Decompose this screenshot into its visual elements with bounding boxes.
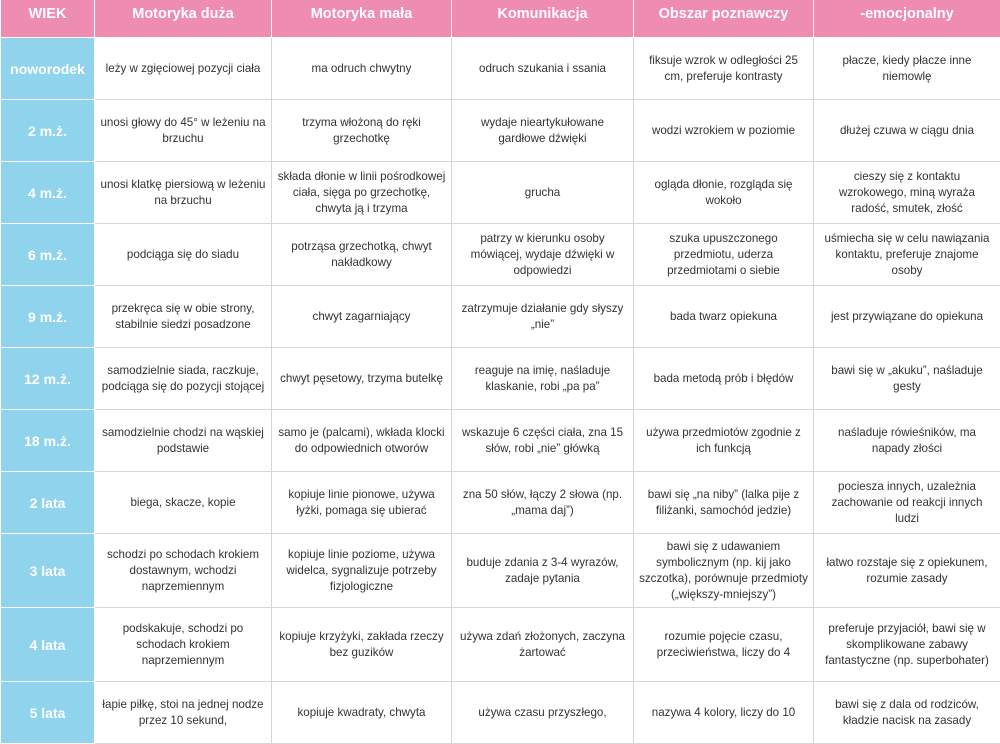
table-row (1, 608, 1000, 682)
header-communication: Komunikacja (452, 0, 634, 38)
fine-motor-cell: potrząsa grzechotką, chwyt nakładkowy (272, 224, 452, 286)
age-cell: 5 lata (1, 682, 95, 744)
cognitive-cell: bawi się „na niby” (lalka pije z filiżanki, samochód jedzie) (634, 472, 814, 534)
cognitive-cell: wodzi wzrokiem w poziomie (634, 100, 814, 162)
socio-emotional-cell: łatwo rozstaje się z opiekunem, rozumie zasady (814, 534, 1000, 608)
cognitive-cell: używa przedmiotów zgodnie z ich funkcją (634, 410, 814, 472)
table-row (1, 286, 1000, 348)
table-row (1, 162, 1000, 224)
cognitive-cell: rozumie pojęcie czasu, przeciwieństwa, liczy do 4 (634, 608, 814, 682)
communication-cell: używa zdań złożonych, zaczyna żartować (452, 608, 634, 682)
fine-motor-cell: składa dłonie w linii pośrodkowej ciała, sięga po grzechotkę, chwyta ją i trzyma (272, 162, 452, 224)
communication-cell: używa czasu przyszłego, (452, 682, 634, 744)
fine-motor-cell: ma odruch chwytny (272, 38, 452, 100)
gross-motor-cell: schodzi po schodach krokiem dostawnym, wchodzi naprzemiennym (95, 534, 272, 608)
gross-motor-cell: biega, skacze, kopie (95, 472, 272, 534)
age-cell: noworodek (1, 38, 95, 100)
socio-emotional-cell: uśmiecha się w celu nawiązania kontaktu, preferuje znajome osoby (814, 224, 1000, 286)
gross-motor-cell: samodzielnie chodzi na wąskiej podstawie (95, 410, 272, 472)
cognitive-cell: nazywa 4 kolory, liczy do 10 (634, 682, 814, 744)
socio-emotional-cell: płacze, kiedy płacze inne niemowlę (814, 38, 1000, 100)
gross-motor-cell: unosi klatkę piersiową w leżeniu na brzuchu (95, 162, 272, 224)
age-cell: 18 m.ż. (1, 410, 95, 472)
communication-cell: buduje zdania z 3-4 wyrazów, zadaje pytania (452, 534, 634, 608)
table-row (1, 38, 1000, 100)
age-cell: 12 m.ż. (1, 348, 95, 410)
cognitive-cell: fiksuje wzrok w odległości 25 cm, preferuje kontrasty (634, 38, 814, 100)
table-row (1, 100, 1000, 162)
fine-motor-cell: samo je (palcami), wkłada klocki do odpowiednich otworów (272, 410, 452, 472)
fine-motor-cell: kopiuje kwadraty, chwyta (272, 682, 452, 744)
fine-motor-cell: kopiuje linie poziome, używa widelca, sygnalizuje potrzeby fizjologiczne (272, 534, 452, 608)
socio-emotional-cell: cieszy się z kontaktu wzrokowego, miną wyraża radość, smutek, złość (814, 162, 1000, 224)
header-row (1, 0, 1000, 38)
communication-cell: odruch szukania i ssania (452, 38, 634, 100)
age-cell: 2 lata (1, 472, 95, 534)
gross-motor-cell: podciąga się do siadu (95, 224, 272, 286)
fine-motor-cell: chwyt pęsetowy, trzyma butelkę (272, 348, 452, 410)
socio-emotional-cell: jest przywiązane do opiekuna (814, 286, 1000, 348)
socio-emotional-cell: pociesza innych, uzależnia zachowanie od reakcji innych ludzi (814, 472, 1000, 534)
table-row (1, 472, 1000, 534)
gross-motor-cell: samodzielnie siada, raczkuje, podciąga się do pozycji stojącej (95, 348, 272, 410)
cognitive-cell: bawi się z udawaniem symbolicznym (np. kij jako szczotka), porównuje przedmioty („większy-mniejszy”) (634, 534, 814, 608)
age-cell: 4 lata (1, 608, 95, 682)
cognitive-cell: ogląda dłonie, rozgląda się wokoło (634, 162, 814, 224)
header-gross-motor: Motoryka duża (95, 0, 272, 38)
cognitive-cell: szuka upuszczonego przedmiotu, uderza przedmiotami o siebie (634, 224, 814, 286)
communication-cell: wydaje nieartykułowane gardłowe dźwięki (452, 100, 634, 162)
socio-emotional-cell: dłużej czuwa w ciągu dnia (814, 100, 1000, 162)
gross-motor-cell: łapie piłkę, stoi na jednej nodze przez 10 sekund, (95, 682, 272, 744)
gross-motor-cell: przekręca się w obie strony, stabilnie siedzi posadzone (95, 286, 272, 348)
fine-motor-cell: trzyma włożoną do ręki grzechotkę (272, 100, 452, 162)
communication-cell: grucha (452, 162, 634, 224)
socio-emotional-cell: bawi się w „akuku”, naśladuje gesty (814, 348, 1000, 410)
socio-emotional-cell: naśladuje rówieśników, ma napady złości (814, 410, 1000, 472)
fine-motor-cell: kopiuje linie pionowe, używa łyżki, pomaga się ubierać (272, 472, 452, 534)
fine-motor-cell: chwyt zagarniający (272, 286, 452, 348)
age-cell: 2 m.ż. (1, 100, 95, 162)
age-cell: 4 m.ż. (1, 162, 95, 224)
age-cell: 3 lata (1, 534, 95, 608)
gross-motor-cell: podskakuje, schodzi po schodach krokiem naprzemiennym (95, 608, 272, 682)
header-fine-motor: Motoryka mała (272, 0, 452, 38)
table-row (1, 224, 1000, 286)
gross-motor-cell: unosi głowy do 45° w leżeniu na brzuchu (95, 100, 272, 162)
table-row (1, 534, 1000, 608)
header-cognitive: Obszar poznawczy (634, 0, 814, 38)
age-cell: 9 m.ż. (1, 286, 95, 348)
gross-motor-cell: leży w zgięciowej pozycji ciała (95, 38, 272, 100)
header-age: WIEK (1, 0, 95, 38)
fine-motor-cell: kopiuje krzyżyki, zakłada rzeczy bez guzików (272, 608, 452, 682)
socio-emotional-cell: preferuje przyjaciół, bawi się w skomplikowane zabawy fantastyczne (np. superbohater) (814, 608, 1000, 682)
age-cell: 6 m.ż. (1, 224, 95, 286)
cognitive-cell: bada twarz opiekuna (634, 286, 814, 348)
communication-cell: reaguje na imię, naśladuje klaskanie, robi „pa pa” (452, 348, 634, 410)
table-row (1, 348, 1000, 410)
communication-cell: zatrzymuje działanie gdy słyszy „nie” (452, 286, 634, 348)
communication-cell: patrzy w kierunku osoby mówiącej, wydaje dźwięki w odpowiedzi (452, 224, 634, 286)
header-socio-emotional: -emocjonalny (814, 0, 1000, 38)
socio-emotional-cell: bawi się z dala od rodziców, kładzie nacisk na zasady (814, 682, 1000, 744)
communication-cell: wskazuje 6 części ciała, zna 15 słów, robi „nie” główką (452, 410, 634, 472)
cognitive-cell: bada metodą prób i błędów (634, 348, 814, 410)
communication-cell: zna 50 słów, łączy 2 słowa (np. „mama daj”) (452, 472, 634, 534)
table-row (1, 410, 1000, 472)
table-row (1, 682, 1000, 744)
